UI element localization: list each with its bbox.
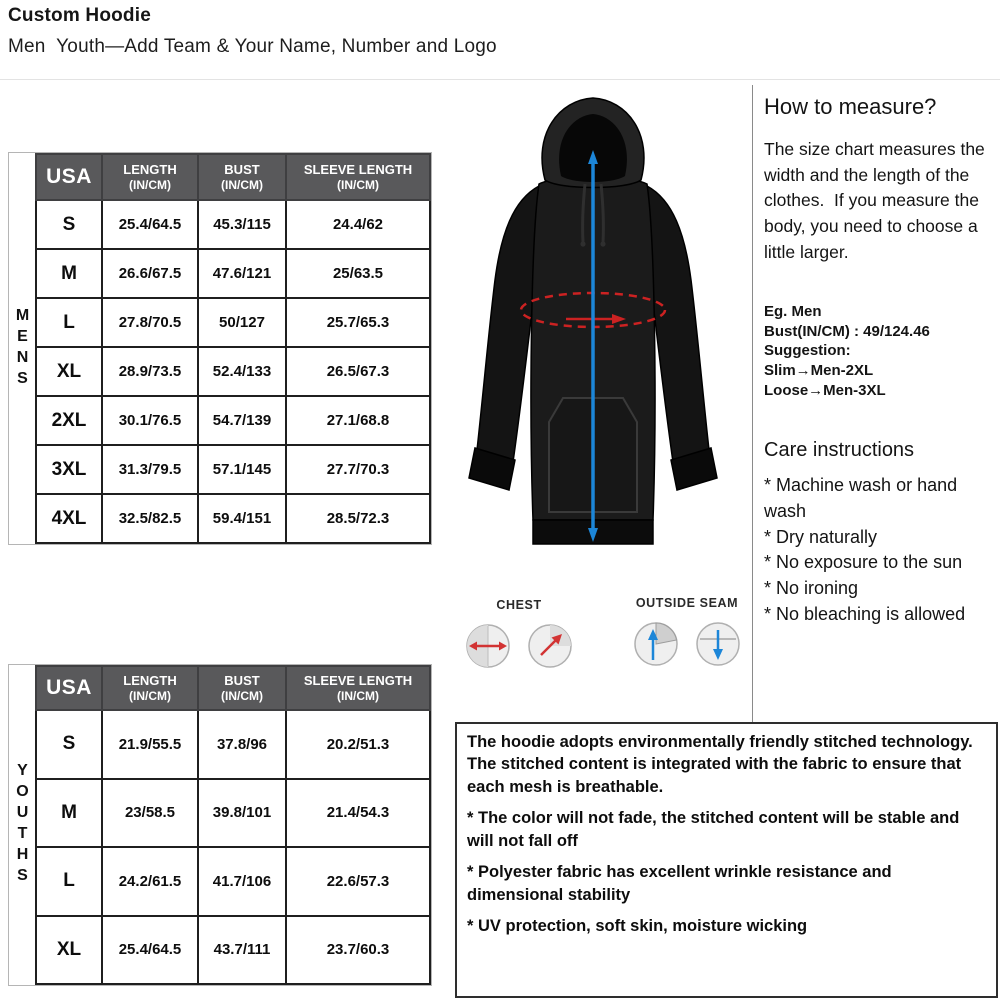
header-unit: (IN/CM) [337, 688, 379, 703]
panel-divider [752, 85, 753, 722]
length-cell: 32.5/82.5 [102, 494, 198, 543]
size-cell: XL [36, 347, 102, 396]
sizing-example-line: Slim→Men-2XL [764, 362, 874, 380]
sleeve-cell: 27.7/70.3 [286, 445, 430, 494]
sleeve-header [286, 154, 430, 200]
youths-side-label: YOUTHS [14, 762, 31, 888]
sizing-example-line: Eg. Men [764, 302, 822, 320]
mens-side-label-col [9, 153, 35, 544]
chest-icons-row [448, 623, 590, 669]
size-cell: S [36, 710, 102, 779]
seam-icons-row [612, 621, 762, 667]
mens-table-body [36, 200, 430, 543]
page-subtitle: Men Youth—Add Team & Your Name, Number and Logo [8, 36, 497, 57]
size-cell: L [36, 847, 102, 916]
size-cell: 2XL [36, 396, 102, 445]
length-cell: 28.9/73.5 [102, 347, 198, 396]
bust-cell: 39.8/101 [198, 779, 286, 848]
seam-length-measure-icon [695, 621, 741, 667]
care-instructions-heading: Care instructions [764, 439, 915, 462]
youths-table-body [36, 710, 430, 984]
size-row [36, 347, 430, 396]
size-row [36, 494, 430, 543]
outside-seam-measure-group [612, 596, 762, 667]
sleeve-cell: 23.7/60.3 [286, 916, 430, 985]
usa-header: USA [36, 154, 102, 200]
sleeve-header [286, 666, 430, 710]
sleeve-cell: 20.2/51.3 [286, 710, 430, 779]
mens-size-table [35, 153, 431, 544]
length-cell: 27.8/70.5 [102, 298, 198, 347]
header-line: SLEEVE LENGTH [303, 672, 413, 688]
size-row [36, 916, 430, 985]
how-to-measure-panel [764, 94, 998, 628]
sleeve-cell: 25.7/65.3 [286, 298, 430, 347]
length-cell: 24.2/61.5 [102, 847, 198, 916]
header-divider [0, 79, 1000, 80]
youths-header-row [36, 666, 430, 710]
length-cell: 30.1/76.5 [102, 396, 198, 445]
sizing-example-line: Loose→Men-3XL [764, 382, 886, 400]
sleeve-cell: 21.4/54.3 [286, 779, 430, 848]
size-row [36, 249, 430, 298]
length-header [102, 666, 198, 710]
header-unit: (IN/CM) [221, 688, 263, 703]
hoodie-left-sleeve [477, 186, 539, 462]
product-notes-box [455, 722, 998, 998]
youths-side-label-col [9, 665, 35, 985]
product-notes-bullets [467, 807, 986, 937]
seam-fold-measure-icon [633, 621, 679, 667]
sizing-example-line: Bust(IN/CM) : 49/124.46 [764, 322, 930, 340]
bust-cell: 37.8/96 [198, 710, 286, 779]
size-cell: L [36, 298, 102, 347]
size-row [36, 396, 430, 445]
product-note: * UV protection, soft skin, moisture wicking [467, 917, 808, 936]
header-unit: (IN/CM) [337, 177, 379, 192]
length-cell: 21.9/55.5 [102, 710, 198, 779]
bust-cell: 50/127 [198, 298, 286, 347]
length-cell: 26.6/67.5 [102, 249, 198, 298]
how-to-measure-heading: How to measure? [764, 94, 937, 119]
size-row [36, 847, 430, 916]
header-unit: (IN/CM) [221, 177, 263, 192]
size-row [36, 779, 430, 848]
bust-cell: 57.1/145 [198, 445, 286, 494]
bust-header [198, 154, 286, 200]
care-item: * No exposure to the sun [764, 552, 963, 573]
header-line: BUST [224, 161, 260, 177]
care-item: * No ironing [764, 578, 859, 599]
length-cell: 31.3/79.5 [102, 445, 198, 494]
bust-cell: 59.4/151 [198, 494, 286, 543]
page-header [8, 5, 497, 58]
size-cell: 3XL [36, 445, 102, 494]
size-cell: XL [36, 916, 102, 985]
product-note: * The color will not fade, the stitched content will be stable and will not fall off [467, 809, 960, 850]
bust-header [198, 666, 286, 710]
how-to-measure-body: The size chart measures the width and the length of the clothes. If you measure the body, you need to choose a little larger. [764, 139, 990, 262]
outside-seam-label: OUTSIDE SEAM [635, 596, 739, 610]
product-note: * Polyester fabric has excellent wrinkle resistance and dimensional stability [467, 863, 892, 904]
mens-size-table-block [8, 152, 432, 545]
size-cell: 4XL [36, 494, 102, 543]
usa-header: USA [36, 666, 102, 710]
size-row [36, 200, 430, 249]
chest-measure-group [448, 598, 590, 669]
bust-cell: 45.3/115 [198, 200, 286, 249]
header-unit: (IN/CM) [129, 177, 171, 192]
hoodie-product-image [440, 86, 746, 592]
bust-cell: 54.7/139 [198, 396, 286, 445]
sleeve-cell: 25/63.5 [286, 249, 430, 298]
sleeve-cell: 24.4/62 [286, 200, 430, 249]
care-instructions-list [764, 473, 998, 627]
header-unit: (IN/CM) [129, 688, 171, 703]
length-cell: 25.4/64.5 [102, 200, 198, 249]
header-line: LENGTH [123, 672, 177, 688]
sleeve-cell: 28.5/72.3 [286, 494, 430, 543]
product-notes-intro: The hoodie adopts environmentally friendly stitched technology. The stitched content is integrated with the fabric to ensure that each mesh is breathable. [467, 733, 973, 796]
sizing-example-line: Suggestion: [764, 342, 851, 360]
sizing-example [764, 302, 998, 402]
size-cell: M [36, 249, 102, 298]
sleeve-cell: 26.5/67.3 [286, 347, 430, 396]
header-line: BUST [224, 672, 260, 688]
length-header [102, 154, 198, 200]
sleeve-cell: 22.6/57.3 [286, 847, 430, 916]
size-row [36, 710, 430, 779]
youths-size-table [35, 665, 431, 985]
bust-cell: 52.4/133 [198, 347, 286, 396]
header-line: LENGTH [123, 161, 177, 177]
bust-cell: 41.7/106 [198, 847, 286, 916]
header-line: SLEEVE LENGTH [303, 161, 413, 177]
mens-side-label: MENS [14, 306, 31, 391]
hoodie-right-sleeve [647, 186, 709, 462]
bust-cell: 43.7/111 [198, 916, 286, 985]
care-item: * Machine wash or hand wash [764, 475, 958, 522]
sleeve-cell: 27.1/68.8 [286, 396, 430, 445]
mens-header-row [36, 154, 430, 200]
page-title: Custom Hoodie [8, 5, 151, 26]
chest-width-measure-icon [465, 623, 511, 669]
care-item: * No bleaching is allowed [764, 603, 966, 624]
care-item: * Dry naturally [764, 526, 878, 547]
size-row [36, 298, 430, 347]
youths-size-table-block [8, 664, 432, 986]
bust-cell: 47.6/121 [198, 249, 286, 298]
size-row [36, 445, 430, 494]
size-cell: S [36, 200, 102, 249]
size-cell: M [36, 779, 102, 848]
chest-label: CHEST [496, 598, 542, 612]
chest-diagonal-measure-icon [527, 623, 573, 669]
length-cell: 25.4/64.5 [102, 916, 198, 985]
length-cell: 23/58.5 [102, 779, 198, 848]
